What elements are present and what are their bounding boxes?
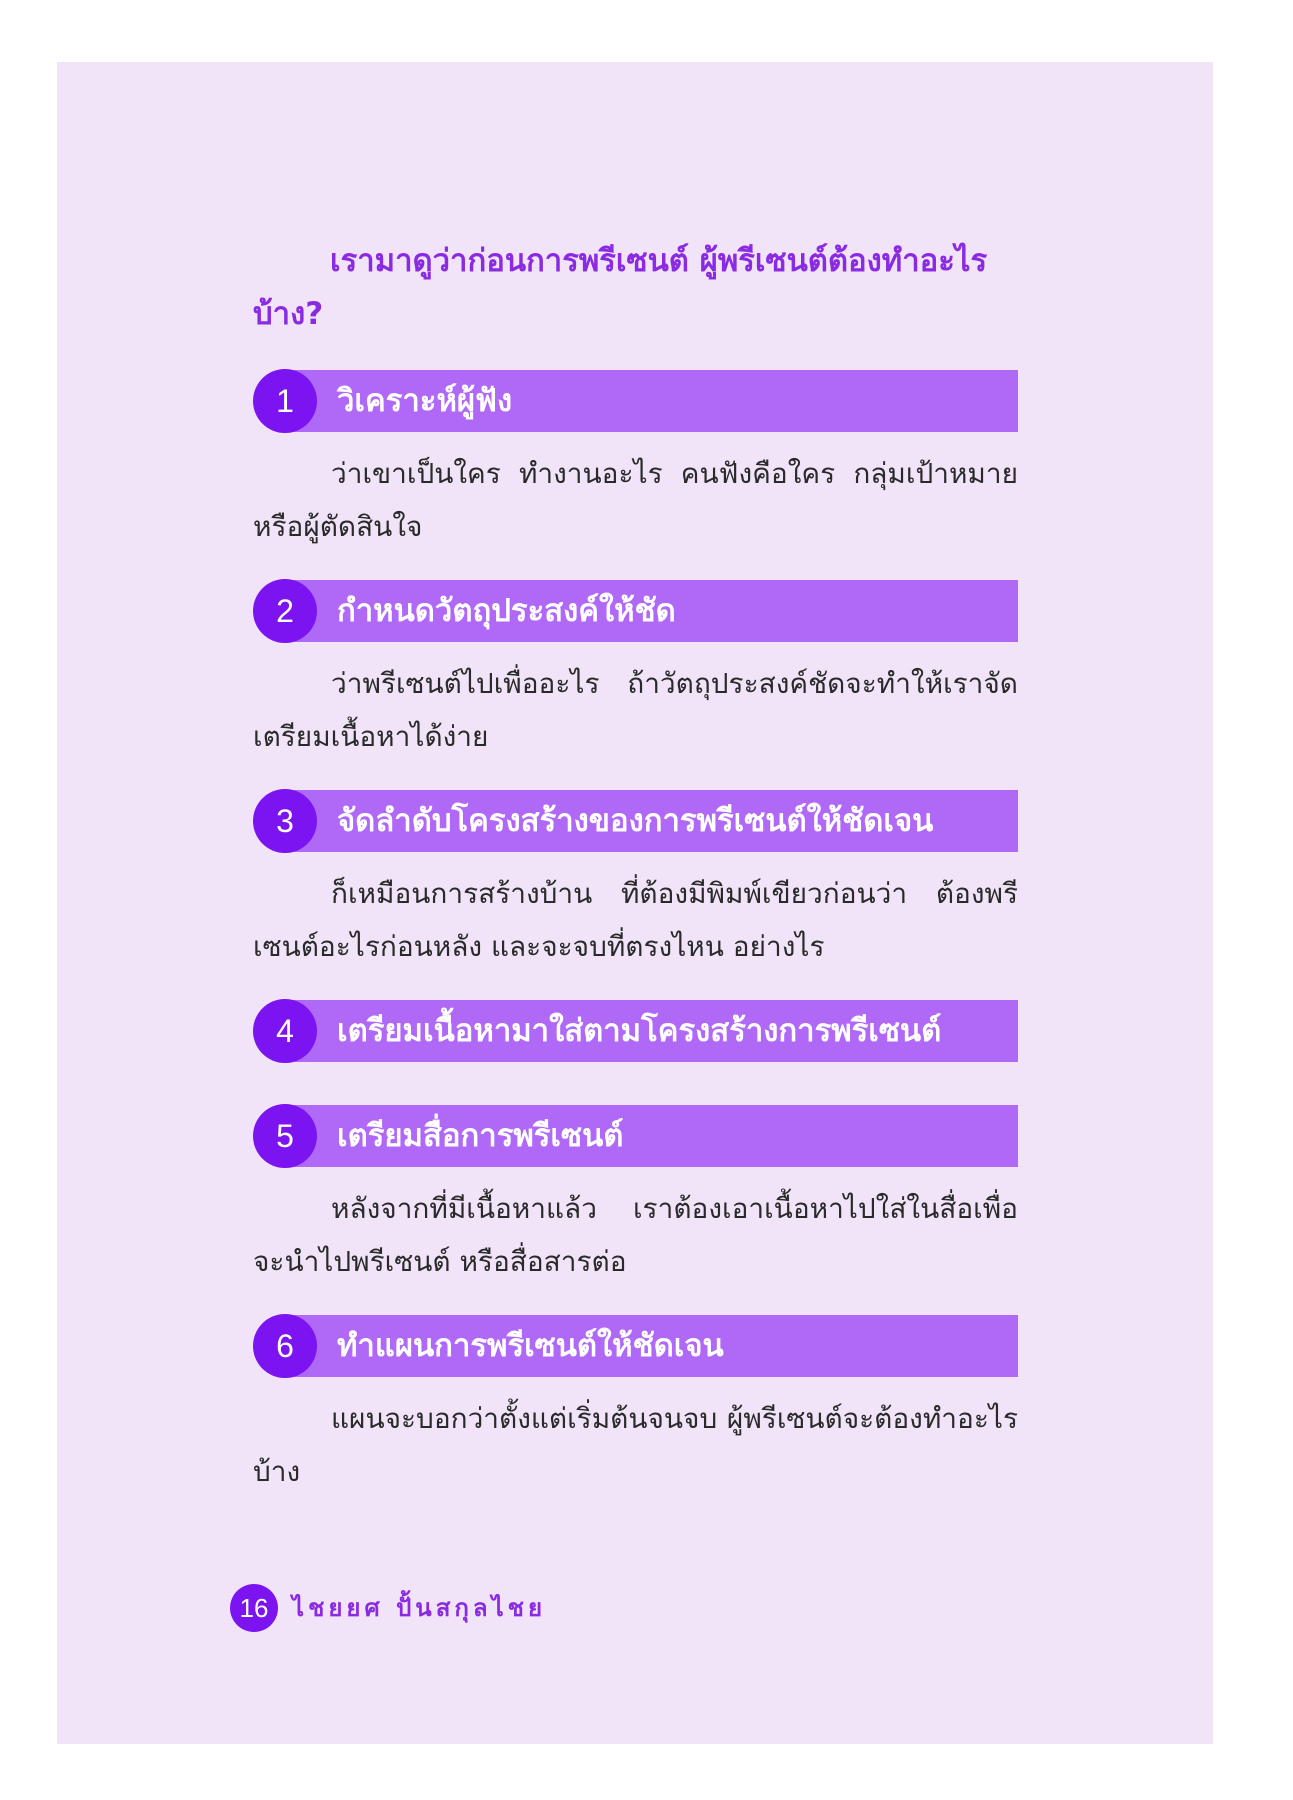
section-title: กำหนดวัตถุประสงค์ให้ชัด <box>337 593 676 629</box>
section-header-2 <box>253 580 1018 642</box>
section-body-3: ก็เหมือนการสร้างบ้าน ที่ต้องมีพิมพ์เขียวก่อนว่า ต้องพรีเซนต์อะไรก่อนหลัง และจะจบที่ตรงไหน อย่างไร <box>253 877 1018 963</box>
section-title: วิเคราะห์ผู้ฟัง <box>337 383 513 419</box>
section-number-badge: 1 <box>253 369 317 433</box>
author-name: ไชยยศ ปั้นสกุลไชย <box>292 1594 547 1622</box>
section-title: จัดลำดับโครงสร้างของการพรีเซนต์ให้ชัดเจน <box>337 803 934 839</box>
page-number-badge: 16 <box>230 1584 278 1632</box>
intro-heading: เรามาดูว่าก่อนการพรีเซนต์ ผู้พรีเซนต์ต้องทำอะไรบ้าง? <box>253 243 988 332</box>
section-header-3 <box>253 790 1018 852</box>
section-number-badge: 4 <box>253 999 317 1063</box>
section-title: เตรียมเนื้อหามาใส่ตามโครงสร้างการพรีเซนต์ <box>337 1013 942 1049</box>
section-header-4 <box>253 1000 1018 1062</box>
section-body-1: ว่าเขาเป็นใคร ทำงานอะไร คนฟังคือใคร กลุ่มเป้าหมาย หรือผู้ตัดสินใจ <box>253 457 1018 543</box>
section-number-badge: 2 <box>253 579 317 643</box>
section-number-badge: 5 <box>253 1104 317 1168</box>
section-body-5: หลังจากที่มีเนื้อหาแล้ว เราต้องเอาเนื้อหาไปใส่ในสื่อเพื่อจะนำไปพรีเซนต์ หรือสื่อสารต่อ <box>253 1192 1018 1278</box>
section-title: เตรียมสื่อการพรีเซนต์ <box>337 1118 624 1154</box>
section-header-5 <box>253 1105 1018 1167</box>
section-body-2: ว่าพรีเซนต์ไปเพื่ออะไร ถ้าวัตถุประสงค์ชัดจะทำให้เราจัดเตรียมเนื้อหาได้ง่าย <box>253 667 1018 753</box>
section-body-6: แผนจะบอกว่าตั้งแต่เริ่มต้นจนจบ ผู้พรีเซนต์จะต้องทำอะไรบ้าง <box>253 1402 1018 1488</box>
section-header-6 <box>253 1315 1018 1377</box>
section-number-badge: 6 <box>253 1314 317 1378</box>
section-title: ทำแผนการพรีเซนต์ให้ชัดเจน <box>337 1328 724 1364</box>
section-number-badge: 3 <box>253 789 317 853</box>
section-header-1 <box>253 370 1018 432</box>
